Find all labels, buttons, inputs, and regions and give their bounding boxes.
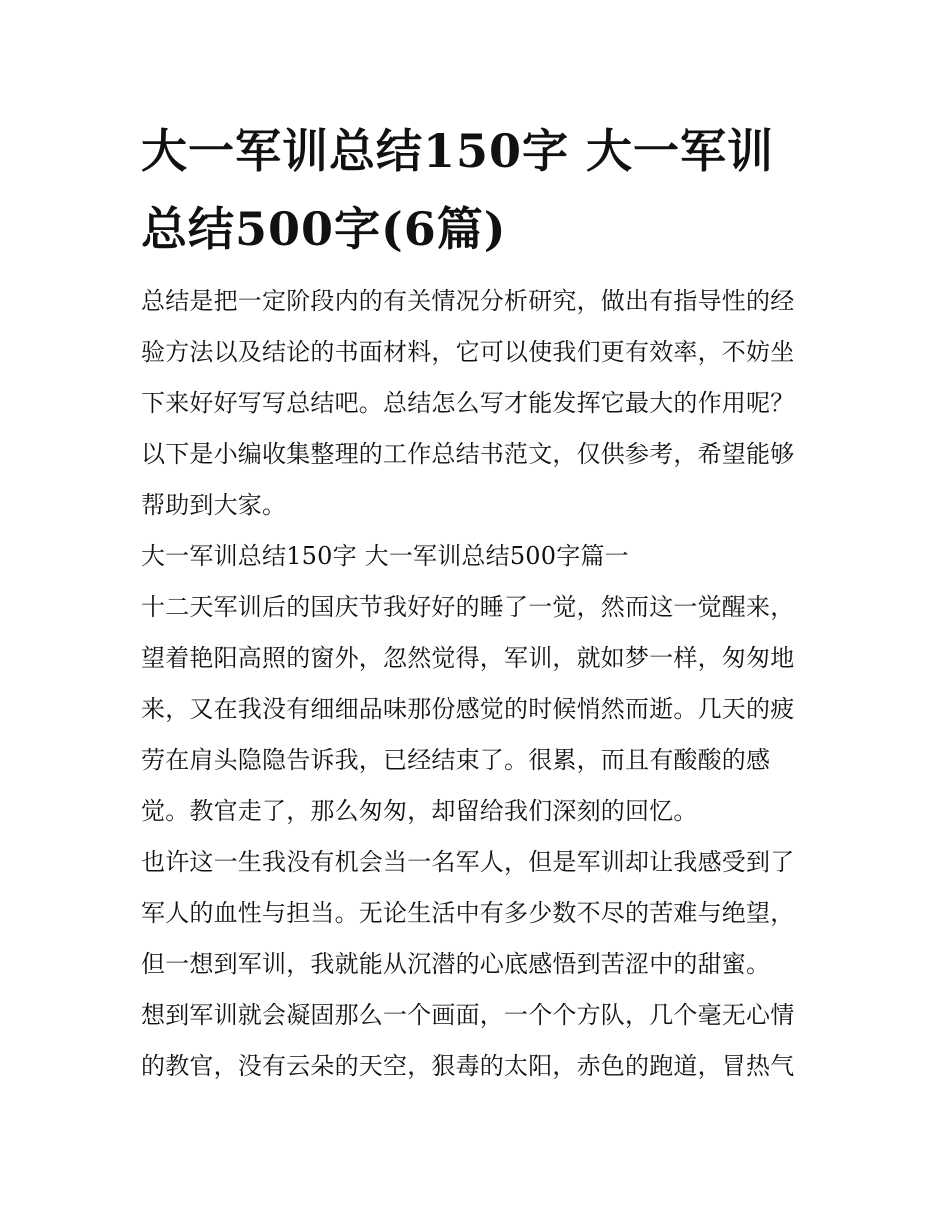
body-paragraph: 想到军训就会凝固那么一个画面，一个个方队，几个毫无心情的教官，没有云朵的天空，狠毒的太阳，赤色的跑道，冒热气 xyxy=(141,1001,795,1080)
document-title: 大一军训总结150字 大一军训总结500字(6篇) xyxy=(141,124,775,256)
section-heading: 大一军训总结150字 大一军训总结500字篇一 xyxy=(141,542,629,570)
document-body xyxy=(141,112,813,1092)
body-paragraph: 也许这一生我没有机会当一名军人，但是军训却让我感受到了军人的血性与担当。无论生活中有多少数不尽的苦难与绝望，但一想到军训，我就能从沉潜的心底感悟到苦涩中的甜蜜。 xyxy=(141,848,795,978)
intro-paragraph: 总结是把一定阶段内的有关情况分析研究，做出有指导性的经验方法以及结论的书面材料，它可以使我们更有效率，不妨坐下来好好写写总结吧。总结怎么写才能发挥它最大的作用呢？以下是小编收集整理的工作总结书范文，仅供参考，希望能够帮助到大家。 xyxy=(141,287,795,519)
body-paragraph: 十二天军训后的国庆节我好好的睡了一觉，然而这一觉醒来，望着艳阳高照的窗外，忽然觉得，军训，就如梦一样，匆匆地来，又在我没有细细品味那份感觉的时候悄然而逝。几天的疲劳在肩头隐隐告诉我，已经结束了。很累，而且有酸酸的感觉。教官走了，那么匆匆，却留给我们深刻的回忆。 xyxy=(141,593,795,825)
